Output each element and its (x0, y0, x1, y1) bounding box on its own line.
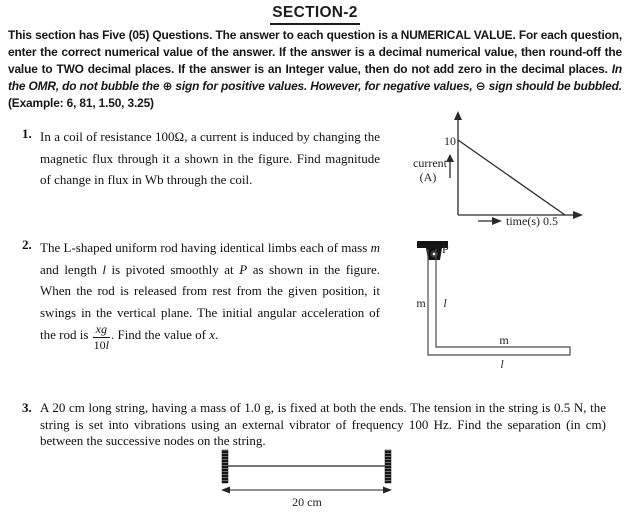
dimension-left-arrowhead-icon (221, 487, 230, 494)
y-start-value-label: 10 (444, 134, 456, 148)
q2-fraction-den-var: l (105, 338, 109, 353)
q2-fraction (92, 323, 111, 352)
current-decay-line (458, 140, 565, 215)
y-axis-arrowhead-icon (454, 111, 462, 120)
section-title: SECTION-2 (270, 4, 359, 25)
y-axis-label: current (413, 156, 447, 170)
question-3-figure-string-between-supports (216, 448, 400, 512)
right-support-post (385, 450, 391, 483)
question-2-text (40, 237, 380, 352)
q2-var-x: x (209, 327, 215, 342)
string-length-label: 20 cm (292, 495, 322, 509)
y-axis-unit-label: (A) (419, 170, 437, 184)
instructions-example: (Example: 6, 81, 1.50, 3.25) (8, 96, 154, 110)
up-arrow-head-icon (446, 154, 454, 162)
q2-text-segment: as shown in the figure. When the rod is released from rest from the given position, it swings in the vertical plane. The initial angular acceleration of the rod is (40, 261, 380, 342)
x-axis-arrowhead-icon (573, 211, 583, 219)
question-1-number: 1. (22, 126, 32, 141)
horizontal-limb-length-label: l (500, 357, 504, 371)
right-arrow-head-icon (492, 217, 502, 225)
q2-text-segment: . (214, 327, 219, 342)
question-1-figure-current-time-graph (404, 110, 630, 232)
question-3-text: A 20 cm long string, having a mass of 1.0 g, is fixed at both the ends. The tension in the string is 0.5 N, the string is set into vibrations using an external vibrator of frequency 100 Hz. Find the separation (in cm) between the successive nodes on the string. (40, 400, 606, 448)
question-1-text: In a coil of resistance 100Ω, a current is induced by changing the magnetic flux through it a shown in the figure. Find magnitude of change in flux in Wb through the coil. (40, 129, 380, 187)
question-2-number: 2. (22, 237, 32, 252)
horizontal-limb-mass-label: m (499, 333, 509, 347)
q2-var-m: m (370, 240, 380, 255)
x-axis-label: time(s) 0.5 (506, 214, 558, 228)
q2-fraction-den-coeff: 10 (93, 338, 106, 353)
question-2 (0, 237, 380, 352)
q2-text-segment: . Find the value of (110, 327, 210, 342)
question-1 (0, 126, 380, 191)
instructions-paragraph (8, 27, 622, 95)
q2-fraction-numerator: xg (93, 323, 110, 338)
q2-text-segment: is pivoted smoothly at (106, 261, 240, 277)
q2-var-p: P (239, 261, 248, 277)
instructions-block (8, 27, 622, 112)
section-header (0, 4, 630, 25)
left-support-post (222, 450, 228, 483)
instructions-body: This section has Five (05) Questions. The answer to each question is a NUMERICAL VALUE. For each question, enter the correct numerical value of the answer. If the answer is a decimal numerical value, then round-off the value to TWO decimal places. If the answer is an Integer value, then do not add zero in the decimal places. (8, 28, 622, 76)
dimension-right-arrowhead-icon (383, 487, 392, 494)
q2-fraction-denominator (93, 338, 110, 352)
pivot-label: P (442, 242, 449, 256)
vertical-limb-length-label: l (443, 296, 447, 310)
question-2-figure-l-shaped-rod (405, 235, 630, 377)
question-3-number: 3. (22, 400, 32, 415)
q2-text-segment: and length (40, 261, 103, 277)
q2-var-l: l (102, 261, 106, 277)
pivot-pin-center-icon (433, 253, 436, 256)
instructions-omr-note: In the OMR, do not bubble the ⊕ sign for positive values. However, for negative values, ⊖ sign should be bubbled. (8, 62, 622, 93)
q2-text-segment: The L-shaped uniform rod having identical limbs each of mass (40, 240, 371, 255)
vertical-limb-mass-label: m (416, 296, 426, 310)
question-3 (0, 400, 606, 450)
